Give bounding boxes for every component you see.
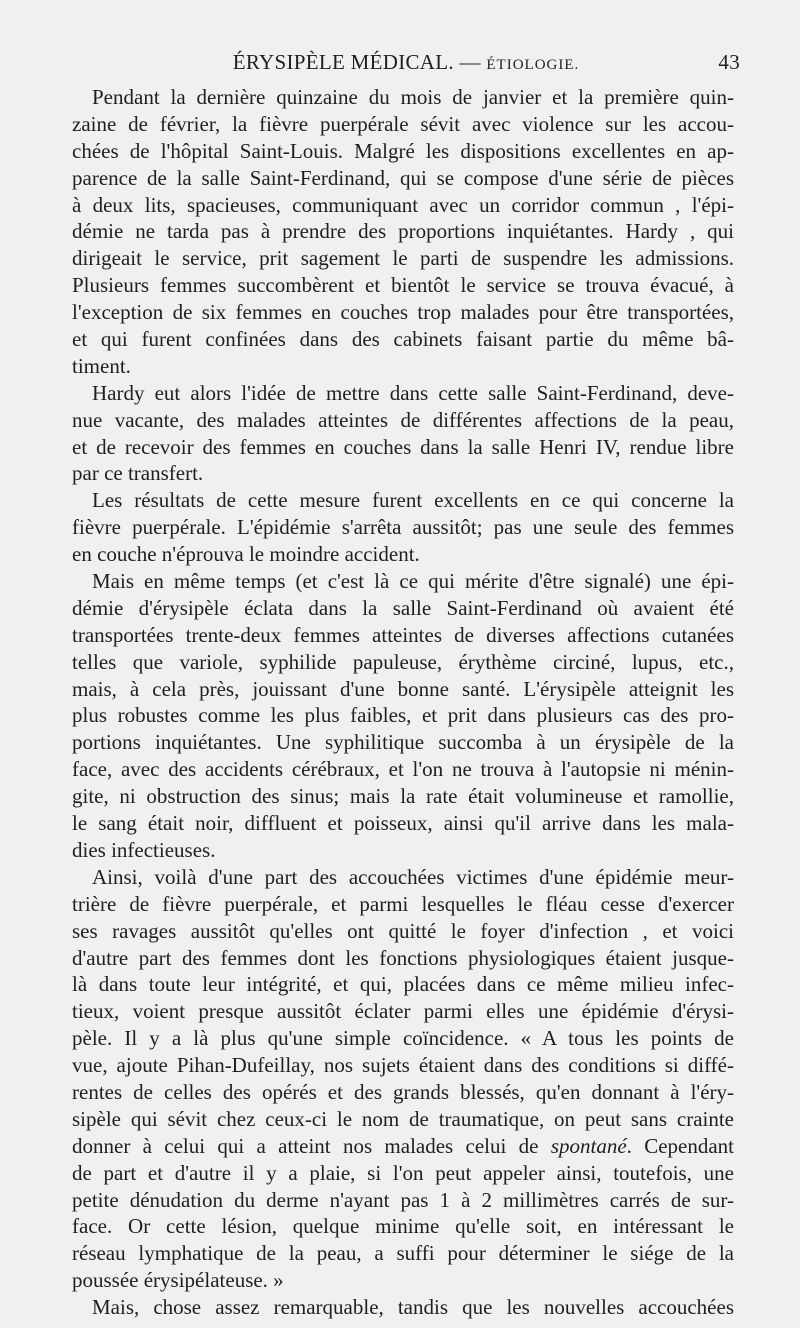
italic-text: spontané <box>550 1133 627 1158</box>
text-line: Mais en même temps (et c'est là ce qui mérite d'être signalé) une épi- <box>92 569 734 594</box>
text-line: chées de l'hôpital Saint-Louis. Malgré les dispositions excellentes en ap- <box>72 138 734 163</box>
text-line: mais, à cela près, jouissant d'une bonne santé. L'érysipèle atteignit les <box>72 676 734 701</box>
page-number: 43 <box>718 50 740 74</box>
text-line: réseau lymphatique de la peau, a suffi pour déterminer le siége de la <box>72 1241 734 1266</box>
text-line: et de recevoir des femmes en couches dans la salle Henri IV, rendue libre <box>72 434 734 459</box>
running-head <box>72 50 740 80</box>
text-line <box>72 1133 734 1160</box>
text-line: nue vacante, des malades atteintes de différentes affections de la peau, <box>72 407 734 432</box>
text-line: par ce transfert. <box>72 461 204 486</box>
text-segment: donner à celui qui a atteint nos malades celui de <box>72 1133 551 1158</box>
text-line: le sang était noir, diffluent et poisseux, ainsi qu'il arrive dans les mala- <box>72 811 734 836</box>
text-line: en couche n'éprouva le moindre accident. <box>72 542 420 567</box>
running-title-separator: — <box>459 50 481 74</box>
text-line: portions inquiétantes. Une syphilitique succomba à un érysipèle de la <box>72 730 734 755</box>
text-line: sipèle qui sévit chez ceux-ci le nom de traumatique, on peut sans crainte <box>72 1106 734 1131</box>
text-line: d'autre part des femmes dont les fonctions physiologiques étaient jusque- <box>72 945 734 970</box>
text-line: rentes de celles des opérés et des grands blessés, qu'en donnant à l'éry- <box>72 1079 734 1104</box>
text-line: à deux lits, spacieuses, communiquant avec un corridor commun , l'épi- <box>72 192 734 217</box>
text-line: pèle. Il y a là plus qu'une simple coïncidence. « A tous les points de <box>72 1026 734 1051</box>
text-line: poussée érysipélateuse. » <box>72 1268 284 1293</box>
text-line: fièvre puerpérale. L'épidémie s'arrêta aussitôt; pas une seule des femmes <box>72 515 734 540</box>
text-line: démie ne tarda pas à prendre des proportions inquiétantes. Hardy , qui <box>72 219 734 244</box>
running-title <box>72 50 740 75</box>
text-line: tieux, voient presque aussitôt éclater parmi elles une épidémie d'érysi- <box>72 999 734 1024</box>
running-title-main: ÉRYSIPÈLE MÉDICAL. <box>232 50 454 74</box>
text-line: dirigeait le service, prit sagement le parti de suspendre les admissions. <box>72 246 734 271</box>
text-line: Ainsi, voilà d'une part des accouchées victimes d'une épidémie meur- <box>92 864 734 889</box>
text-segment: . Cependant <box>626 1133 735 1158</box>
text-line: dies infectieuses. <box>72 837 216 862</box>
text-line: gite, ni obstruction des sinus; mais la rate était volumineuse et ramollie, <box>72 784 734 809</box>
text-line: là dans toute leur intégrité, et qui, placées dans ce même milieu infec- <box>72 972 734 997</box>
text-line: ses ravages aussitôt qu'elles ont quitté le foyer d'infection , et voici <box>72 918 734 943</box>
text-line: petite dénudation du derme n'ayant pas 1 à 2 millimètres carrés de sur- <box>72 1187 734 1212</box>
text-line: Plusieurs femmes succombèrent et bientôt le service se trouva évacué, à <box>72 273 734 298</box>
text-line: Mais, chose assez remarquable, tandis que les nouvelles accouchées <box>92 1295 734 1320</box>
text-line: de part et d'autre il y a plaie, si l'on peut appeler ainsi, toutefois, une <box>72 1160 734 1185</box>
text-line: Pendant la dernière quinzaine du mois de janvier et la première quin- <box>92 85 734 109</box>
text-line: plus robustes comme les plus faibles, et prit dans plusieurs cas des pro- <box>72 703 734 728</box>
text-line: trière de fièvre puerpérale, et parmi lesquelles le fléau cesse d'exercer <box>72 891 734 916</box>
text-line: l'exception de six femmes en couches trop malades pour être transportées, <box>72 300 734 325</box>
text-line: Les résultats de cette mesure furent excellents en ce qui concerne la <box>92 488 734 513</box>
text-line: parence de la salle Saint-Ferdinand, qui se compose d'une série de pièces <box>72 165 734 190</box>
text-line: transportées trente-deux femmes atteintes de diverses affections cutanées <box>72 622 734 647</box>
running-title-section: ÉTIOLOGIE. <box>486 57 580 73</box>
body-text <box>72 84 734 1321</box>
text-line: telles que variole, syphilide papuleuse, érythème circiné, lupus, etc., <box>72 649 734 674</box>
text-line: et qui furent confinées dans des cabinets faisant partie du même bâ- <box>72 327 734 352</box>
text-line: vue, ajoute Pihan-Dufeillay, nos sujets étaient dans des conditions si diffé- <box>72 1053 734 1078</box>
text-line: face, avec des accidents cérébraux, et l'on ne trouva à l'autopsie ni ménin- <box>72 757 734 782</box>
text-line: démie d'érysipèle éclata dans la salle Saint-Ferdinand où avaient été <box>72 595 734 620</box>
text-line: timent. <box>72 353 131 378</box>
text-line: Hardy eut alors l'idée de mettre dans cette salle Saint-Ferdinand, deve- <box>92 380 734 405</box>
text-line: zaine de février, la fièvre puerpérale sévit avec violence sur les accou- <box>72 111 734 136</box>
text-line: face. Or cette lésion, quelque minime qu'elle soit, en intéressant le <box>72 1214 734 1239</box>
